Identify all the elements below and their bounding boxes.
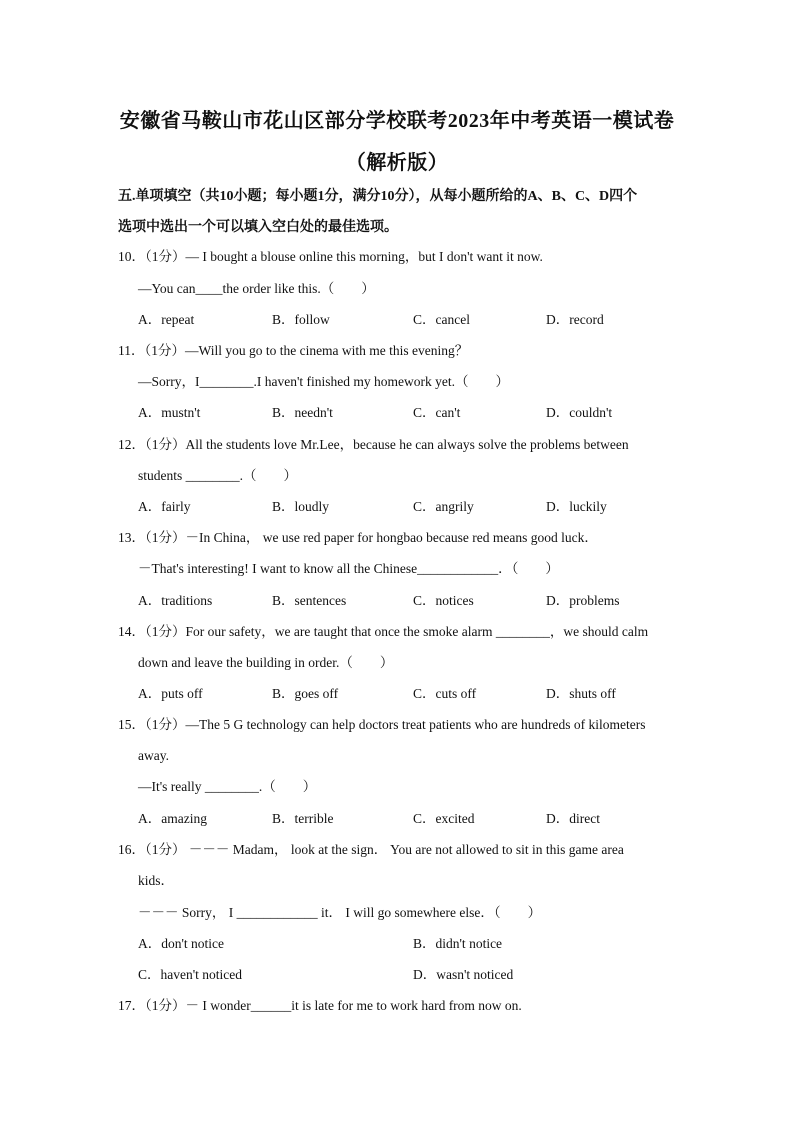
question-16-option-c: C．haven't noticed [138, 967, 243, 982]
question-16-stem: 16．（1分） －－－ Madam， look at the sign． You are not allowed to sit in this game area [118, 842, 624, 857]
question-14-option-c: C．cuts off [413, 686, 477, 701]
exam-title: 安徽省马鞍山市花山区部分学校联考2023年中考英语一模试卷 [119, 110, 675, 132]
question-13-option-b: B．sentences [272, 593, 347, 608]
question-14-option-a: A．puts off [138, 686, 203, 701]
question-11-stem: 11．（1分）—Will you go to the cinema with me this evening？ [118, 343, 469, 358]
question-11-option-d: D．couldn't [546, 405, 613, 420]
question-12-continuation: students ________.（ ） [138, 468, 298, 483]
question-10-reply: —You can____the order like this.（ ） [138, 281, 375, 296]
question-16-option-d: D．wasn't noticed [413, 967, 514, 982]
question-15-option-c: C．excited [413, 811, 475, 826]
exam-subtitle: （解析版） [345, 152, 449, 174]
question-12-option-a: A．fairly [138, 499, 191, 514]
question-11-option-b: B．needn't [272, 405, 333, 420]
question-11-option-a: A．mustn't [138, 405, 201, 420]
question-13-stem: 13．（1分）－In China， we use red paper for hongbao because red means good luck． [118, 530, 598, 545]
question-13-option-a: A．traditions [138, 593, 213, 608]
question-12-option-d: D．luckily [546, 499, 607, 514]
question-15-option-a: A．amazing [138, 811, 207, 826]
question-13-option-c: C．notices [413, 593, 474, 608]
question-14-stem: 14．（1分）For our safety，we are taught that once the smoke alarm ________，we should calm [118, 624, 649, 639]
question-13-reply: －That's interesting! I want to know all the Chinese____________．（ ） [138, 561, 559, 576]
question-12-option-c: C．angrily [413, 499, 474, 514]
question-10-option-b: B．follow [272, 312, 330, 327]
question-14-continuation: down and leave the building in order.（ ） [138, 655, 394, 670]
question-16-continuation: kids． [138, 873, 175, 888]
question-13-option-d: D．problems [546, 593, 620, 608]
question-15-reply: —It's really ________.（ ） [138, 779, 317, 794]
question-12-stem: 12．（1分）All the students love Mr.Lee，because he can always solve the problems between [118, 437, 629, 452]
question-16-reply: －－－ Sorry， I ____________ it． I will go somewhere else．（ ） [138, 905, 542, 920]
question-15-stem: 15．（1分）—The 5 G technology can help doctors treat patients who are hundreds of kilometers [118, 717, 646, 732]
question-10-option-c: C．cancel [413, 312, 470, 327]
question-12-option-b: B．loudly [272, 499, 330, 514]
question-14-option-b: B．goes off [272, 686, 339, 701]
question-14-option-d: D．shuts off [546, 686, 616, 701]
question-15-option-b: B．terrible [272, 811, 334, 826]
question-11-option-c: C．can't [413, 405, 461, 420]
question-10-option-a: A．repeat [138, 312, 195, 327]
section-heading-line1: 五.单项填空（共10小题；每小题1分，满分10分），从每小题所给的A、B、C、D四个 [118, 189, 638, 204]
section-heading-line2: 选项中选出一个可以填入空白处的最佳选项。 [118, 220, 398, 235]
question-15-continuation: away. [138, 748, 169, 763]
question-15-option-d: D．direct [546, 811, 600, 826]
question-11-reply: —Sorry，I________.I haven't finished my homework yet.（ ） [138, 374, 510, 389]
section-heading [118, 181, 678, 243]
question-10-stem: 10．（1分）— I bought a blouse online this morning，but I don't want it now. [118, 249, 543, 264]
question-17-stem: 17．（1分）－ I wonder______it is late for me to work hard from now on. [118, 998, 522, 1013]
question-10-option-d: D．record [546, 312, 604, 327]
question-16-option-a: A．don't notice [138, 936, 225, 951]
question-16-option-b: B．didn't notice [413, 936, 503, 951]
